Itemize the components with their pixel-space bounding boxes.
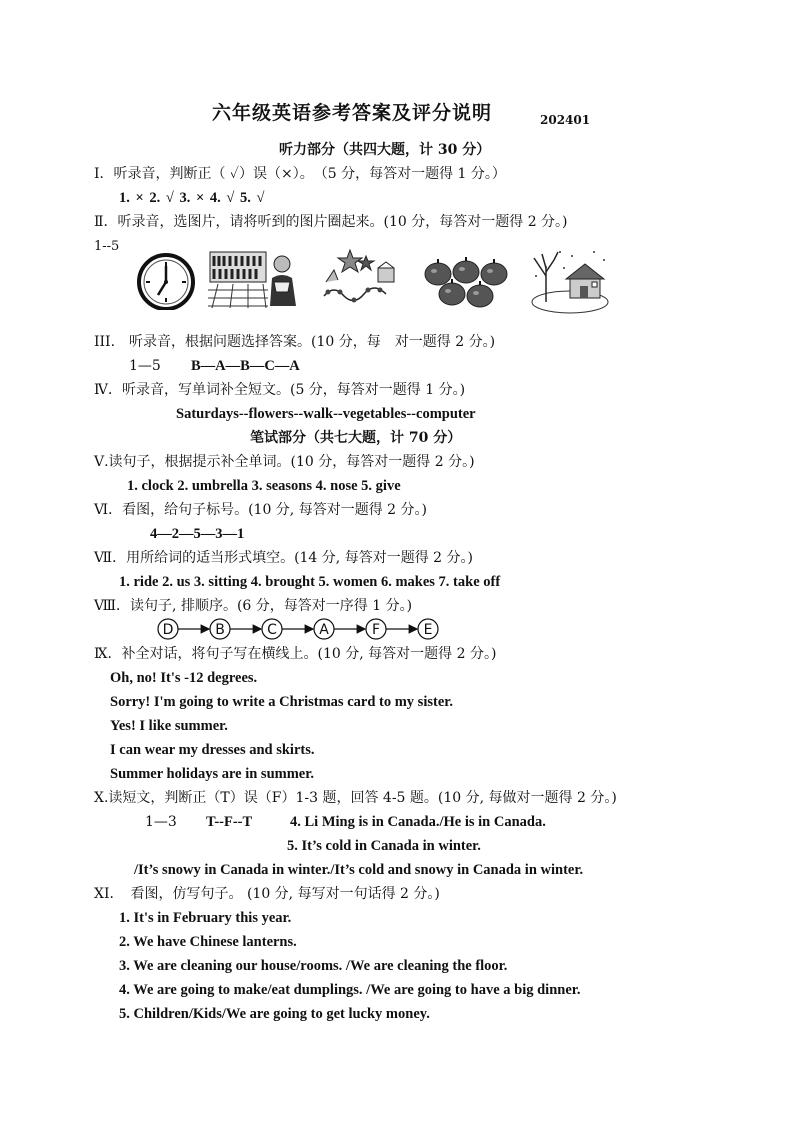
q10-answer-4: 4. Li Ming is in Canada./He is in Canada. <box>290 814 546 830</box>
sequence-letter: E <box>423 622 433 638</box>
q4-answers: Saturdays--flowers--walk--vegetables--computer <box>176 406 476 422</box>
q10-answer-5-alt: /It’s snowy in Canada in winter./It’s cold and snowy in Canada in winter. <box>134 862 584 878</box>
sequence-letter: B <box>215 622 225 638</box>
clock-icon <box>136 246 196 310</box>
q8-instruction: Ⅷ．读句子, 排顺序。(6 分，每答对一序得 1 分。) <box>94 598 413 614</box>
q10-instruction: Ⅹ.读短文，判断正（T）误（F）1-3 题，回答 4-5 题。(10 分, 每做对一题得 2 分。) <box>94 790 617 806</box>
q3-range: 1—5 <box>129 358 161 374</box>
q9-answer-4: I can wear my dresses and skirts. <box>110 742 315 758</box>
q9-answer-5: Summer holidays are in summer. <box>110 766 314 782</box>
q10-tf: T--F--T <box>206 814 253 830</box>
doc-code: 202401 <box>540 113 591 127</box>
q6-answers: 4—2—5—3—1 <box>150 526 245 542</box>
q2-pictures <box>132 246 612 318</box>
q10-answer-5: 5. It’s cold in Canada in winter. <box>287 838 481 854</box>
q2-range: 1--5 <box>94 239 120 254</box>
q8-sequence <box>156 616 446 642</box>
q2-instruction: Ⅱ．听录音，选图片，请将听到的图片圈起来。(10 分，每答对一题得 2 分。) <box>94 214 568 230</box>
q7-answers: 1. ride 2. us 3. sitting 4. brought 5. women 6. makes 7. take off <box>119 574 501 590</box>
q6-instruction: Ⅵ．看图，给句子标号。(10 分, 每答对一题得 2 分。) <box>94 502 427 518</box>
tomatoes-icon <box>418 246 514 310</box>
q3-instruction: III. 听录音，根据问题选择答案。(10 分，每 对一题得 2 分。) <box>94 334 496 350</box>
q1-instruction: Ⅰ．听录音，判断正（ ✓）误（×）。 （5 分，每答对一题得 1 分。） <box>94 166 506 182</box>
q11-answer-1: 1. It's in February this year. <box>119 910 292 926</box>
sequence-letter: F <box>371 622 381 638</box>
q5-answers: 1. clock 2. umbrella 3. seasons 4. nose 5. give <box>127 478 401 494</box>
sequence-letter: D <box>162 622 174 638</box>
sequence-letter: A <box>319 622 329 638</box>
q11-answer-2: 2. We have Chinese lanterns. <box>119 934 297 950</box>
snowy-house-icon <box>530 246 610 314</box>
writing-heading: 笔试部分（共七大题，计 70 分） <box>250 430 462 446</box>
q7-instruction: Ⅶ．用所给词的适当形式填空。(14 分, 每答对一题得 2 分。) <box>94 550 473 566</box>
q10-range: 1—3 <box>145 814 177 830</box>
q9-answer-3: Yes! I like summer. <box>110 718 228 734</box>
q11-instruction: XI． 看图，仿写句子。 (10 分, 每写对一句话得 2 分。) <box>94 886 440 902</box>
q4-instruction: Ⅳ．听录音，写单词补全短文。(5 分，每答对一题得 1 分。) <box>94 382 466 398</box>
christmas-decorations-icon <box>320 246 400 310</box>
listening-heading: 听力部分（共四大题，计 30 分） <box>279 142 491 158</box>
q11-answer-3: 3. We are cleaning our house/rooms. /We are cleaning the floor. <box>119 958 508 974</box>
q9-answer-2: Sorry! I'm going to write a Christmas card to my sister. <box>110 694 453 710</box>
q3-answers: B—A—B—C—A <box>191 358 300 374</box>
q1-answers: 1. × 2. √ 3. × 4. √ 5. √ <box>119 190 265 206</box>
q9-answer-1: Oh, no! It's -12 degrees. <box>110 670 258 686</box>
q11-answer-4: 4. We are going to make/eat dumplings. /We are going to have a big dinner. <box>119 982 581 998</box>
q11-answer-5: 5. Children/Kids/We are going to get lucky money. <box>119 1006 430 1022</box>
page-title: 六年级英语参考答案及评分说明 <box>212 102 493 124</box>
sequence-letter: C <box>267 622 277 638</box>
library-icon <box>208 246 300 310</box>
q5-instruction: Ⅴ.读句子，根据提示补全单词。(10 分，每答对一题得 2 分。) <box>94 454 475 470</box>
q9-instruction: Ⅸ．补全对话，将句子写在横线上。(10 分, 每答对一题得 2 分。) <box>94 646 497 662</box>
